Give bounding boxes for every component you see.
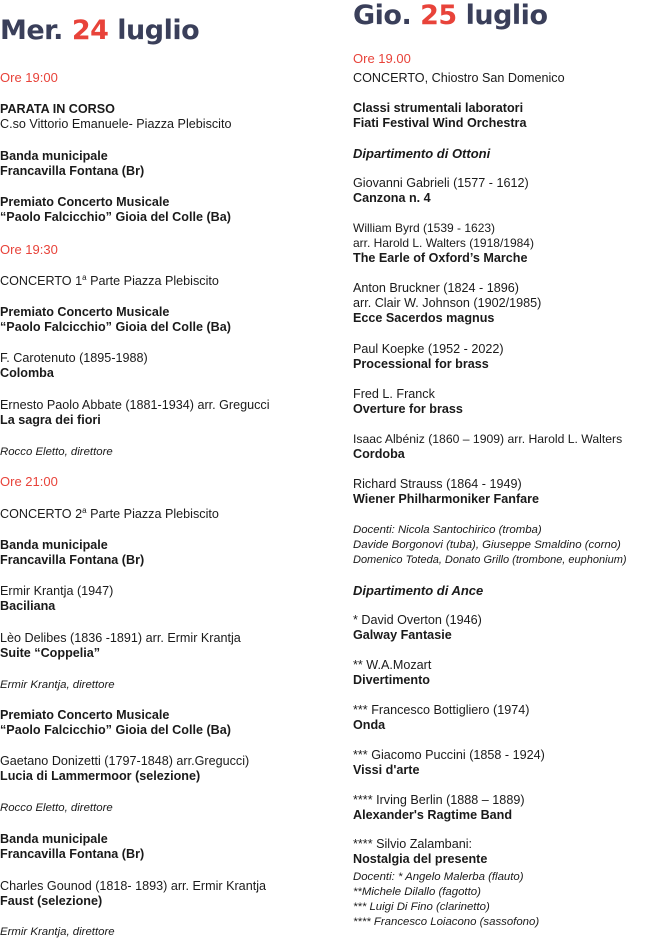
event-location: C.so Vittorio Emanuele- Piazza Plebiscito xyxy=(0,117,232,131)
program-block xyxy=(353,281,541,326)
time-slot: Ore 21:00 xyxy=(0,474,58,489)
ensemble-origin: Francavilla Fontana (Br) xyxy=(0,164,145,178)
ensemble-name: Fiati Festival Wind Orchestra xyxy=(353,116,527,130)
piece-title: Overture for brass xyxy=(353,402,463,416)
program-block xyxy=(353,176,529,206)
program-block xyxy=(0,195,231,225)
time-slot: Ore 19:30 xyxy=(0,242,58,257)
program-block xyxy=(0,351,148,381)
program-block xyxy=(0,102,231,132)
program-block xyxy=(0,398,270,428)
conductor: Ermir Krantja, direttore xyxy=(0,679,115,691)
teacher-line: Davide Borgonovi (tuba), Giuseppe Smaldino (corno) xyxy=(353,539,621,551)
composer: **** Silvio Zalambani: xyxy=(353,837,472,851)
arranger: arr. Clair W. Johnson (1902/1985) xyxy=(353,296,542,310)
piece-title: Faust (selezione) xyxy=(0,894,103,908)
program-block xyxy=(0,305,231,335)
teacher-line: Docenti: * Angelo Malerba (flauto) xyxy=(353,871,524,883)
teacher-line: Docenti: Nicola Santochirico (tromba) xyxy=(353,524,542,536)
program-block xyxy=(353,703,529,733)
department-heading: Dipartimento di Ance xyxy=(353,583,484,598)
teacher-line: *** Luigi Di Fino (clarinetto) xyxy=(353,901,490,913)
ensemble-name: Premiato Concerto Musicale xyxy=(0,195,170,209)
conductor: Rocco Eletto, direttore xyxy=(0,802,113,814)
composer: Ermir Krantja (1947) xyxy=(0,584,114,598)
day-weekday: Mer. xyxy=(0,15,63,46)
composer: * David Overton (1946) xyxy=(353,613,482,627)
event-title: PARATA IN CORSO xyxy=(0,102,115,116)
program-block xyxy=(353,221,534,266)
piece-title: Ecce Sacerdos magnus xyxy=(353,311,495,325)
composer: **** Irving Berlin (1888 – 1889) xyxy=(353,793,525,807)
program-block xyxy=(0,754,249,784)
day-month: luglio xyxy=(465,0,548,31)
ensemble-name: Banda municipale xyxy=(0,149,108,163)
concert-label: CONCERTO 2 xyxy=(0,507,83,521)
day-title-24 xyxy=(0,15,199,47)
program-block xyxy=(353,477,539,507)
program-block xyxy=(353,387,463,417)
piece-title: Canzona n. 4 xyxy=(353,191,431,205)
composer: Ernesto Paolo Abbate (1881-1934) arr. Gregucci xyxy=(0,398,270,412)
program-block xyxy=(353,793,525,823)
conductor: Rocco Eletto, direttore xyxy=(0,446,113,458)
program-block xyxy=(0,584,113,614)
concert-label: CONCERTO 1 xyxy=(0,274,83,288)
composer: Lèo Delibes (1836 -1891) arr. Ermir Krantja xyxy=(0,631,241,645)
teacher-line: Domenico Toteda, Donato Grillo (trombone, euphonium) xyxy=(353,554,627,566)
time-slot: Ore 19:00 xyxy=(0,70,58,85)
teachers-note xyxy=(353,870,539,930)
piece-title: Wiener Philharmoniker Fanfare xyxy=(353,492,540,506)
program-block xyxy=(0,631,241,661)
composer: Isaac Albéniz (1860 – 1909) arr. Harold L. Walters xyxy=(353,432,623,446)
piece-title: Suite “Coppelia” xyxy=(0,646,101,660)
day-month: luglio xyxy=(117,15,200,46)
program-block xyxy=(0,149,144,179)
piece-title: Lucia di Lammermoor (selezione) xyxy=(0,769,201,783)
ensemble-origin: Francavilla Fontana (Br) xyxy=(0,553,145,567)
composer: ** W.A.Mozart xyxy=(353,658,432,672)
ensemble-origin: “Paolo Falcicchio” Gioia del Colle (Ba) xyxy=(0,320,231,334)
department-heading: Dipartimento di Ottoni xyxy=(353,146,491,161)
piece-title: Onda xyxy=(353,718,386,732)
piece-title: Processional for brass xyxy=(353,357,489,371)
concert-heading xyxy=(0,507,219,522)
composer: Charles Gounod (1818- 1893) arr. Ermir Krantja xyxy=(0,879,266,893)
ensemble-name: Classi strumentali laboratori xyxy=(353,101,524,115)
conductor: Ermir Krantja, direttore xyxy=(0,926,115,938)
piece-title: Vissi d'arte xyxy=(353,763,420,777)
program-block xyxy=(0,832,144,862)
composer: *** Francesco Bottigliero (1974) xyxy=(353,703,530,717)
program-block xyxy=(353,432,622,462)
concert-heading: CONCERTO, Chiostro San Domenico xyxy=(353,71,565,85)
ensemble-origin: “Paolo Falcicchio” Gioia del Colle (Ba) xyxy=(0,210,231,224)
program-block xyxy=(353,342,504,372)
piece-title: La sagra dei fiori xyxy=(0,413,101,427)
concert-heading xyxy=(0,274,219,289)
piece-title: Divertimento xyxy=(353,673,430,687)
ensemble-name: Banda municipale xyxy=(0,832,108,846)
composer: Paul Koepke (1952 - 2022) xyxy=(353,342,504,356)
ensemble-name: Banda municipale xyxy=(0,538,108,552)
teacher-line: **** Francesco Loiacono (sassofono) xyxy=(353,916,540,928)
piece-title: Cordoba xyxy=(353,447,405,461)
composer: Fred L. Franck xyxy=(353,387,435,401)
ensemble-origin: Francavilla Fontana (Br) xyxy=(0,847,145,861)
ordinal-superscript: a xyxy=(82,272,87,282)
program-block xyxy=(353,101,526,131)
composer: *** Giacomo Puccini (1858 - 1924) xyxy=(353,748,545,762)
composer: William Byrd (1539 - 1623) xyxy=(353,221,496,235)
day-weekday: Gio. xyxy=(353,0,412,31)
piece-title: The Earle of Oxford’s Marche xyxy=(353,251,528,265)
piece-title: Nostalgia del presente xyxy=(353,852,488,866)
ensemble-name: Premiato Concerto Musicale xyxy=(0,708,170,722)
day-number: 24 xyxy=(71,15,109,46)
composer: Anton Bruckner (1824 - 1896) xyxy=(353,281,519,295)
composer: Giovanni Gabrieli (1577 - 1612) xyxy=(353,176,529,190)
teachers-note xyxy=(353,523,627,568)
piece-title: Galway Fantasie xyxy=(353,628,452,642)
piece-title: Colomba xyxy=(0,366,54,380)
ordinal-superscript: a xyxy=(82,505,87,515)
teacher-line: **Michele Dilallo (fagotto) xyxy=(353,886,481,898)
ensemble-name: Premiato Concerto Musicale xyxy=(0,305,170,319)
ensemble-origin: “Paolo Falcicchio” Gioia del Colle (Ba) xyxy=(0,723,231,737)
composer: Gaetano Donizetti (1797-1848) arr.Gregucci) xyxy=(0,754,250,768)
piece-title: Alexander's Ragtime Band xyxy=(353,808,513,822)
program-block xyxy=(353,748,545,778)
concert-place: Parte Piazza Plebiscito xyxy=(86,507,219,521)
time-slot: Ore 19.00 xyxy=(353,51,411,66)
program-block xyxy=(353,658,431,688)
composer: Richard Strauss (1864 - 1949) xyxy=(353,477,522,491)
program-block xyxy=(353,613,482,643)
composer: F. Carotenuto (1895-1988) xyxy=(0,351,148,365)
concert-place: Parte Piazza Plebiscito xyxy=(86,274,219,288)
arranger: arr. Harold L. Walters (1918/1984) xyxy=(353,236,534,250)
program-block xyxy=(353,837,487,867)
day-title-25 xyxy=(353,0,548,32)
program-block xyxy=(0,538,144,568)
program-block xyxy=(0,708,231,738)
program-block xyxy=(0,879,266,909)
piece-title: Baciliana xyxy=(0,599,56,613)
day-number: 25 xyxy=(420,0,457,31)
